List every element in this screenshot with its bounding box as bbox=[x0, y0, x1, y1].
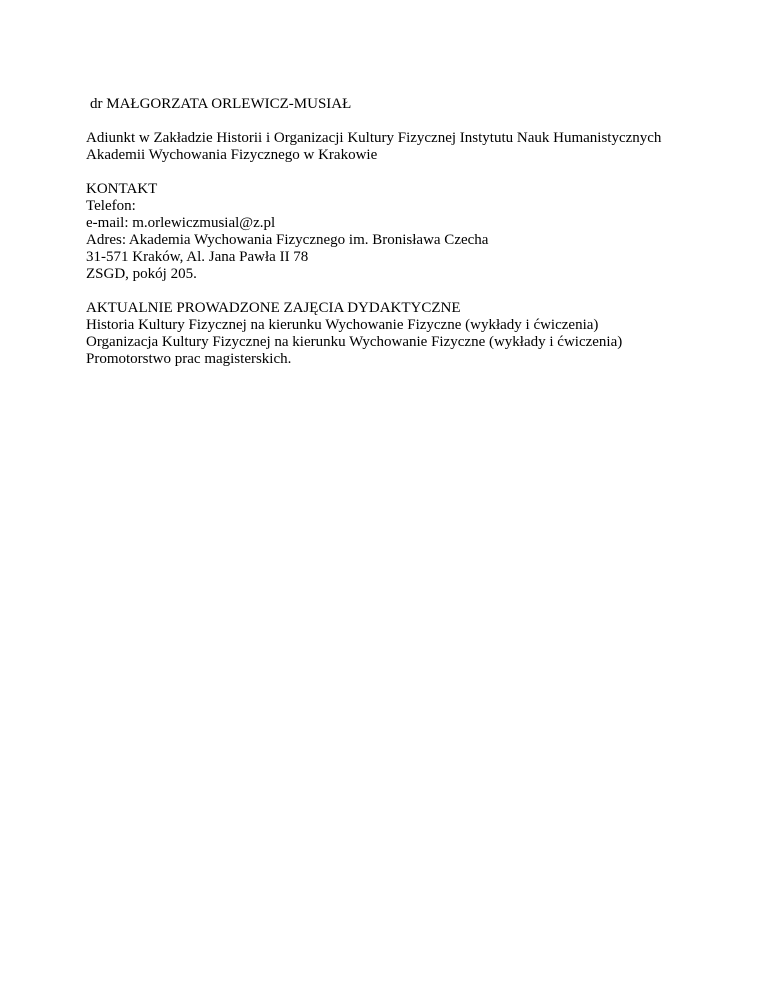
course-item: Organizacja Kultury Fizycznej na kierunku Wychowanie Fizyczne (wykłady i ćwiczenia) bbox=[86, 334, 623, 350]
contact-room: ZSGD, pokój 205. bbox=[86, 266, 197, 282]
contact-address-line-1: Adres: Akademia Wychowania Fizycznego im. Bronisława Czecha bbox=[86, 232, 489, 248]
contact-email: e-mail: m.orlewiczmusial@z.pl bbox=[86, 215, 276, 231]
courses-heading: AKTUALNIE PROWADZONE ZAJĘCIA DYDAKTYCZNE bbox=[86, 300, 461, 316]
course-item: Promotorstwo prac magisterskich. bbox=[86, 351, 292, 367]
position-line-2: Akademii Wychowania Fizycznego w Krakowie bbox=[86, 147, 378, 163]
position-line-1: Adiunkt w Zakładzie Historii i Organizacji Kultury Fizycznej Instytutu Nauk Humanistycznych bbox=[86, 130, 662, 146]
person-name: dr MAŁGORZATA ORLEWICZ-MUSIAŁ bbox=[90, 96, 352, 112]
courses-section bbox=[86, 300, 746, 368]
contact-heading: KONTAKT bbox=[86, 181, 158, 197]
contact-section bbox=[86, 181, 746, 283]
contact-address-line-2: 31-571 Kraków, Al. Jana Pawła II 78 bbox=[86, 249, 309, 265]
course-item: Historia Kultury Fizycznej na kierunku Wychowanie Fizyczne (wykłady i ćwiczenia) bbox=[86, 317, 599, 333]
contact-phone: Telefon: bbox=[86, 198, 136, 214]
document-page bbox=[86, 96, 746, 368]
position-section bbox=[86, 130, 746, 164]
